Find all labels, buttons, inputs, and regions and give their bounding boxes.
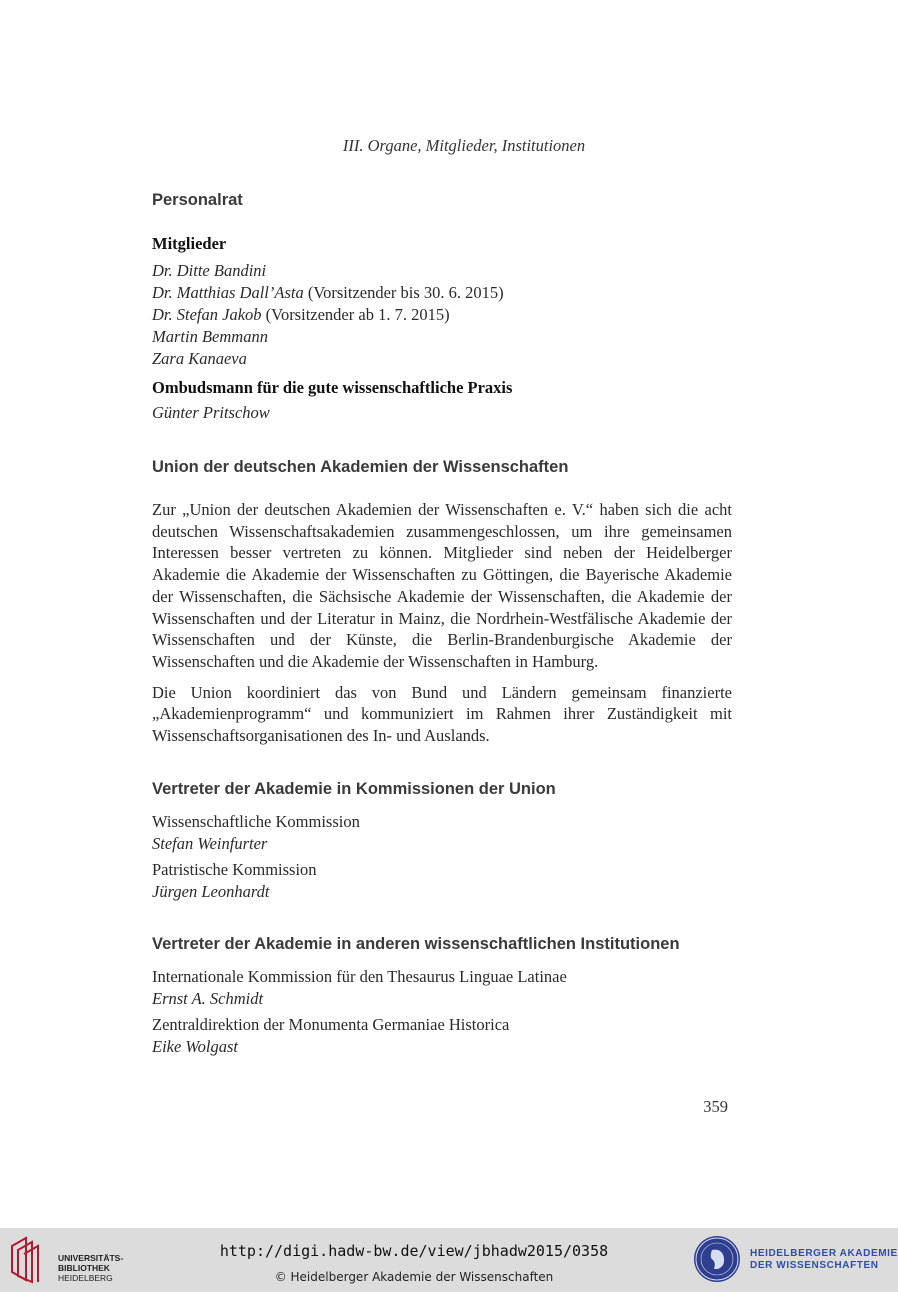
ombuds-heading: Ombudsmann für die gute wissenschaftliche Praxis [152, 378, 513, 397]
institution-person: Ernst A. Schmidt [152, 989, 264, 1008]
personalrat-heading: Personalrat [152, 191, 243, 209]
member-entry: Martin Bemmann [152, 327, 268, 346]
institution-person: Eike Wolgast [152, 1037, 239, 1056]
union-paragraph-2: Die Union koordiniert das von Bund und Ländern gemeinsam finanzierte „Akademienprogramm“ und kommuniziert im Rahmen ihrer Zuständigkeit mit Wissenschaftsorganisationen des In- und Auslands. [152, 682, 732, 746]
kommissionen-section [152, 780, 732, 903]
academy-seal-icon[interactable] [694, 1236, 740, 1282]
members-block [152, 234, 732, 370]
kommission-person: Stefan Weinfurter [152, 834, 268, 853]
member-entry: Dr. Ditte Bandini [152, 261, 267, 280]
institution-name: Internationale Kommission für den Thesaurus Linguae Latinae [152, 967, 567, 986]
union-section [152, 458, 732, 477]
running-head: III. Organe, Mitglieder, Institutionen [342, 136, 586, 155]
digitization-footer [0, 1228, 898, 1292]
personalrat-section [152, 191, 732, 210]
member-entry: Zara Kanaeva [152, 349, 247, 368]
institutionen-heading: Vertreter der Akademie in anderen wissenschaftlichen Institutionen [152, 935, 680, 953]
institution-name: Zentraldirektion der Monumenta Germaniae Historica [152, 1015, 510, 1034]
members-heading: Mitglieder [152, 234, 227, 253]
kommission-name: Patristische Kommission [152, 860, 317, 879]
member-entry: Dr. Matthias Dall’Asta (Vorsitzender bis 30. 6. 2015) [152, 283, 504, 302]
library-name: UNIVERSITÄTS- BIBLIOTHEK HEIDELBERG [58, 1253, 124, 1283]
institutionen-section [152, 935, 732, 1058]
academy-name: HEIDELBERGER AKADEMIE DER WISSENSCHAFTEN [750, 1248, 898, 1271]
page-number: 359 [703, 1097, 728, 1116]
kommission-person: Jürgen Leonhardt [152, 882, 270, 901]
kommission-name: Wissenschaftliche Kommission [152, 812, 360, 831]
member-entry: Dr. Stefan Jakob (Vorsitzender ab 1. 7. 2015) [152, 305, 450, 324]
union-text [152, 499, 732, 747]
union-paragraph-1: Zur „Union der deutschen Akademien der Wissenschaften e. V.“ haben sich die acht deutschen Wissenschaftsakademien zusammengeschlossen, um ihre gemeinsamen Interessen besser vertreten zu können. Mitglieder sind neben der Heidelberger Akademie die Akademie der Wissenschaften zu Göttingen, die Bayerische Akademie der Wissenschaften, die Sächsische Akademie der Wissenschaften, die Akademie der Wissenschaften und der Literatur in Mainz, die Nordrhein-Westfälische Akademie der Wissenschaften und der Künste, die Berlin-Brandenburgische Akademie der Wissenschaften und die Akademie der Wissenschaften in Hamburg. [152, 500, 732, 671]
union-heading: Union der deutschen Akademien der Wissenschaften [152, 458, 569, 476]
kommissionen-heading: Vertreter der Akademie in Kommissionen der Union [152, 780, 556, 798]
ombuds-block [152, 378, 732, 424]
copyright-notice: © Heidelberger Akademie der Wissenschaften [274, 1270, 554, 1284]
ombuds-name: Günter Pritschow [152, 403, 270, 422]
permalink-url[interactable]: http://digi.hadw-bw.de/view/jbhadw2015/0358 [219, 1242, 609, 1260]
